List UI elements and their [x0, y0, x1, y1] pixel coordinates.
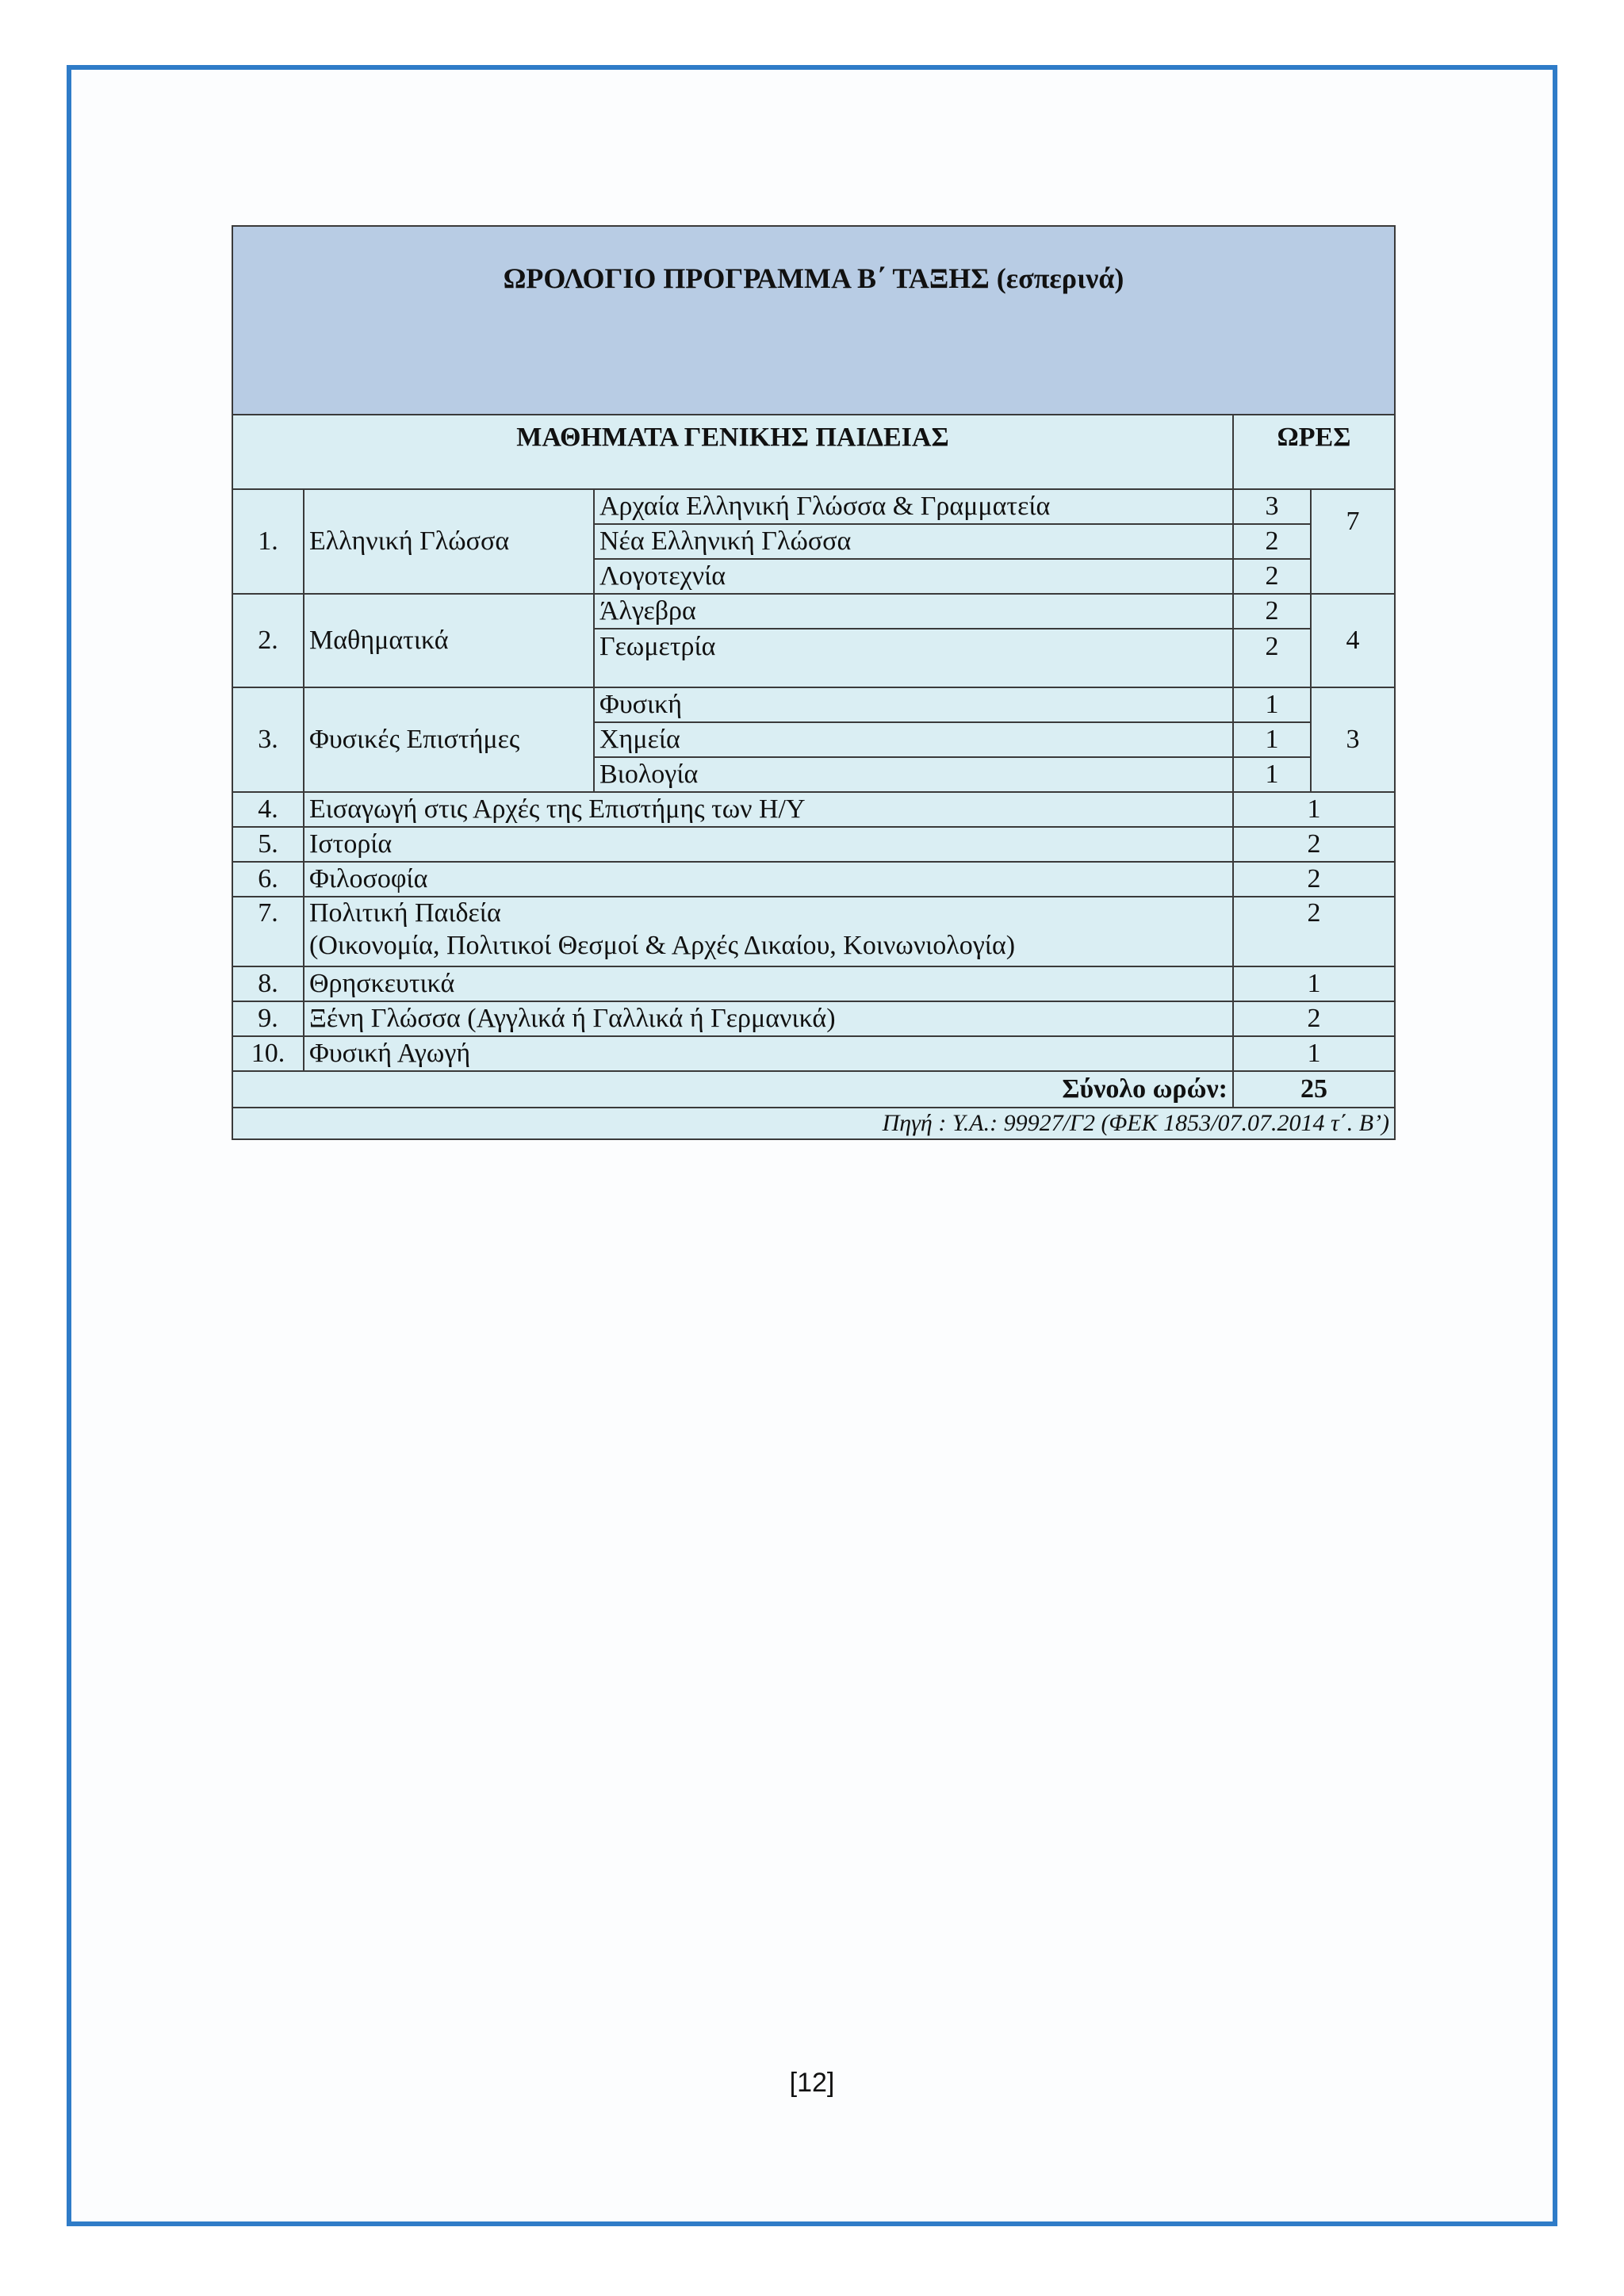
course-name: Φιλοσοφία: [304, 862, 1233, 897]
subject-name: Γεωμετρία: [594, 629, 1233, 687]
table-row: [232, 966, 1395, 1001]
table-row: [232, 489, 1395, 524]
row-number: 10.: [232, 1036, 304, 1071]
subject-name: Φυσική: [594, 687, 1233, 722]
course-name: Ιστορία: [304, 827, 1233, 862]
table-row: [232, 1036, 1395, 1071]
subject-hours: 1: [1233, 687, 1311, 722]
header-row: [232, 415, 1395, 489]
row-number: 4.: [232, 792, 304, 827]
hours-header: ΩΡΕΣ: [1233, 415, 1395, 489]
row-number: 9.: [232, 1001, 304, 1036]
subject-hours: 2: [1233, 524, 1311, 559]
course-hours: 2: [1233, 1001, 1395, 1036]
row-number: 5.: [232, 827, 304, 862]
subject-hours: 2: [1233, 559, 1311, 594]
table-row: [232, 1001, 1395, 1036]
row-number: 1.: [232, 489, 304, 594]
course-name-line2: (Οικονομία, Πολιτικοί Θεσμοί & Αρχές Δικαίου, Κοινωνιολογία): [309, 930, 1016, 960]
table-title: ΩΡΟΛΟΓΙΟ ΠΡΟΓΡΑΜΜΑ Β΄ ΤΑΞΗΣ (εσπερινά): [232, 226, 1395, 415]
course-name: Θρησκευτικά: [304, 966, 1233, 1001]
course-name: [304, 897, 1233, 966]
total-row: [232, 1071, 1395, 1108]
course-name: Εισαγωγή στις Αρχές της Επιστήμης των Η/Υ: [304, 792, 1233, 827]
row-number: 3.: [232, 687, 304, 792]
group-total: 3: [1311, 687, 1395, 792]
course-hours: 1: [1233, 792, 1395, 827]
table-row: [232, 897, 1395, 966]
table-row: [232, 827, 1395, 862]
subject-name: Βιολογία: [594, 757, 1233, 792]
schedule-table: [232, 225, 1396, 1140]
total-value: 25: [1233, 1071, 1395, 1108]
subject-hours: 1: [1233, 757, 1311, 792]
row-number: 6.: [232, 862, 304, 897]
source-note: Πηγή : Υ.Α.: 99927/Γ2 (ΦΕΚ 1853/07.07.2014 τ΄. Β’): [232, 1108, 1395, 1139]
table-row: [232, 862, 1395, 897]
course-hours: 1: [1233, 1036, 1395, 1071]
subject-name: Άλγεβρα: [594, 594, 1233, 629]
subject-name: Νέα Ελληνική Γλώσσα: [594, 524, 1233, 559]
subject-name: Λογοτεχνία: [594, 559, 1233, 594]
group-total: 7: [1311, 489, 1395, 594]
subject-hours: 2: [1233, 629, 1311, 687]
row-number: 2.: [232, 594, 304, 687]
row-number: 7.: [232, 897, 304, 966]
title-row: [232, 226, 1395, 415]
course-hours: 2: [1233, 827, 1395, 862]
subject-name: Χημεία: [594, 722, 1233, 757]
group-name: Φυσικές Επιστήμες: [304, 687, 594, 792]
subject-name: Αρχαία Ελληνική Γλώσσα & Γραμματεία: [594, 489, 1233, 524]
source-row: [232, 1108, 1395, 1139]
total-label: Σύνολο ωρών:: [232, 1071, 1233, 1108]
course-hours: 2: [1233, 862, 1395, 897]
course-name-line1: Πολιτική Παιδεία: [309, 898, 501, 928]
course-hours: 2: [1233, 897, 1395, 966]
table-row: [232, 594, 1395, 629]
course-name: Ξένη Γλώσσα (Αγγλικά ή Γαλλικά ή Γερμανικά): [304, 1001, 1233, 1036]
course-hours: 1: [1233, 966, 1395, 1001]
table-row: [232, 792, 1395, 827]
subject-hours: 3: [1233, 489, 1311, 524]
subject-hours: 2: [1233, 594, 1311, 629]
row-number: 8.: [232, 966, 304, 1001]
group-name: Ελληνική Γλώσσα: [304, 489, 594, 594]
section-header: ΜΑΘΗΜΑΤΑ ΓΕΝΙΚΗΣ ΠΑΙΔΕΙΑΣ: [232, 415, 1233, 489]
table-row: [232, 687, 1395, 722]
subject-hours: 1: [1233, 722, 1311, 757]
group-name: Μαθηματικά: [304, 594, 594, 687]
page-number: [12]: [789, 2068, 835, 2098]
group-total: 4: [1311, 594, 1395, 687]
course-name: Φυσική Αγωγή: [304, 1036, 1233, 1071]
